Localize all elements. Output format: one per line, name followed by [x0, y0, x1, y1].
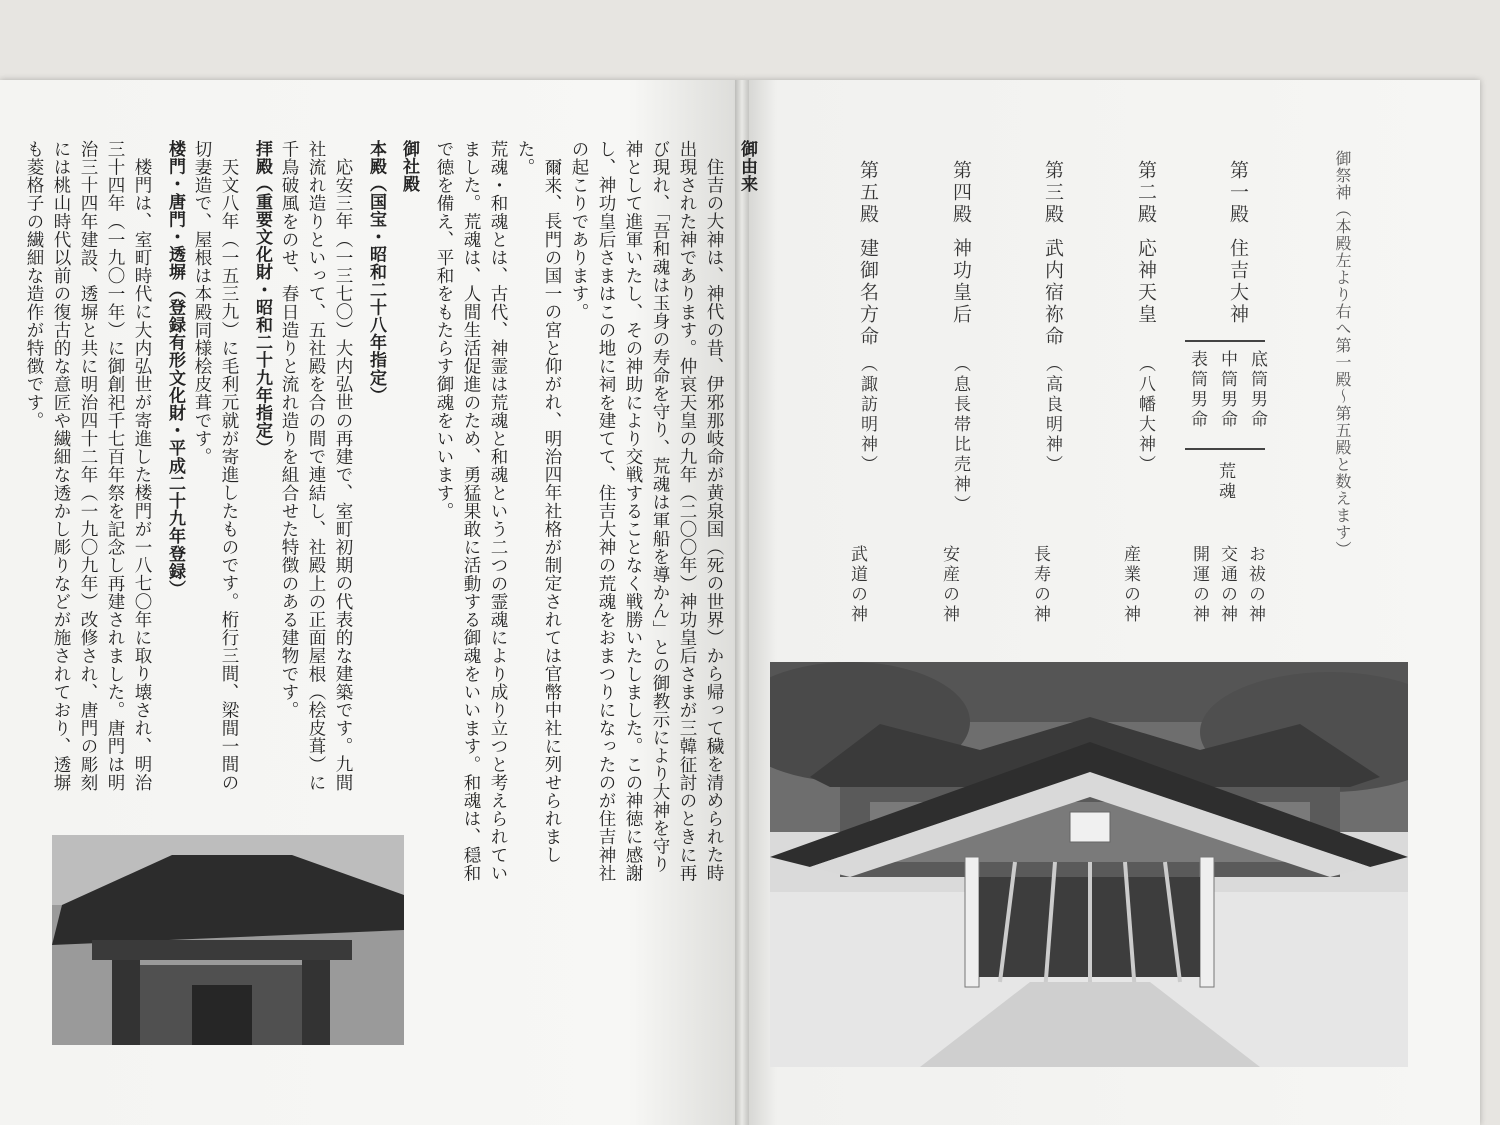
- hall-1-sub-1: 底筒男命: [1247, 350, 1267, 430]
- hall-1-sub-2: 中筒男命: [1217, 350, 1237, 430]
- hall-3-alias: （高良明神）: [1042, 355, 1062, 475]
- hall-1-label: 第一殿: [1227, 160, 1249, 226]
- hall-5-alias: （諏訪明神）: [857, 355, 877, 475]
- gate-illustration: [52, 835, 404, 1045]
- haiden-text: 天文八年（一五三九）に毛利元就が寄進したものです。桁行三間、梁間一間の切妻造で、屋根は本殿同様桧皮葺です。: [192, 140, 239, 791]
- romon-heading: 楼門・唐門・透塀（登録有形文化財・平成二十九年登録）: [165, 140, 185, 598]
- yurai-paragraph-1: 住吉の大神は、神代の昔、伊邪那岐命が黄泉国（死の世界）から帰って穢を清められた時出現された神であります。仲哀天皇の九年（二〇〇年）神功皇后さまが三韓征討のときに再び現れ、「吾和魂は玉身の寿命を守り、荒魂は軍船を導かん」との御教示により大神を守り神として進軍いたし、その神助により交戦することなく戦勝いたしました。この神徳に感謝し、神功皇后さまはこの地に祠を建てて、住吉大神の荒魂をおまつりになったのが住吉神社の起こりであります。: [569, 140, 724, 883]
- hall-5-label: 第五殿: [857, 160, 879, 226]
- hall-1-deity: 住吉大神: [1227, 238, 1249, 326]
- hall-5-deity: 建御名方命: [857, 238, 879, 348]
- yurai-heading: 御由来: [737, 140, 757, 193]
- hall-4-label: 第四殿: [950, 160, 972, 226]
- hall-4-benefit: 安産の神: [939, 545, 959, 625]
- hall-3-label: 第三殿: [1042, 160, 1064, 226]
- romon-gate-photo: [52, 835, 404, 1045]
- yurai-paragraph-3: 荒魂・和魂とは、古代、神霊は荒魂と和魂という二つの霊魂により成り立つと考えられていました。荒魂は、人間生活促進のため、勇猛果敢に活動する御魂をいいます。和魂は、穏和で徳を備え、平和をもたらす御魂をいいます。: [434, 140, 508, 883]
- hall-4-alias: （息長帯比売神）: [950, 355, 970, 515]
- hall-2-deity: 応神天皇: [1135, 238, 1157, 326]
- hall-4-deity: 神功皇后: [950, 238, 972, 326]
- romon-text: 楼門は、室町時代に大内弘世が寄進した楼門が一八七〇年に取り壊され、明治三十四年（一九〇一年）に御創祀千七百年祭を記念し再建されました。唐門は明治三十四年建設、透塀と共に明治四十二年（一九〇九年）改修され、唐門の彫刻には桃山時代以前の復古的な意匠や繊細な透かし彫りなどが施されており、透塀も菱格子の繊細な造作が特徴です。: [24, 140, 152, 792]
- hall-1-bracket-top: [1185, 340, 1265, 342]
- hall-3-benefit: 長寿の神: [1030, 545, 1050, 625]
- deities-header: 御祭神（本殿左より右へ第一殿〜第五殿と数えます）: [1333, 150, 1352, 558]
- shrine-haiden-photo: [770, 662, 1408, 1067]
- hall-2-label: 第二殿: [1135, 160, 1157, 226]
- hall-5-benefit: 武道の神: [847, 545, 867, 625]
- hall-3-deity: 武内宿祢命: [1042, 238, 1064, 348]
- honden-heading: 本殿（国宝・昭和二十八年指定）: [366, 140, 386, 404]
- hall-1-sub-3: 表筒男命: [1187, 350, 1207, 430]
- shaden-section: [20, 140, 422, 800]
- haiden-heading: 拝殿（重要文化財・昭和二十九年指定）: [252, 140, 272, 457]
- yurai-section: [430, 140, 760, 885]
- hall-2-benefit: 産業の神: [1120, 545, 1140, 625]
- yurai-paragraph-2: 爾来、長門の国一の宮と仰がれ、明治四年社格が制定されては官幣中社に列せられました。: [515, 140, 562, 864]
- hall-1-bracket-bottom: [1185, 448, 1265, 450]
- hall-1-benefit: お祓の神 交通の神 開運の神: [1189, 545, 1265, 625]
- hall-1-alias: 荒魂: [1215, 462, 1235, 502]
- hall-2-alias: （八幡大神）: [1135, 355, 1155, 475]
- shrine-illustration: [770, 662, 1408, 1067]
- honden-text: 応安三年（一三七〇）大内弘世の再建で、室町初期の代表的な建築です。九間社流れ造りといって、五社殿を合の間で連結し、社殿上の正面屋根（桧皮葺）に千鳥破風をのせ、春日造りと流れ造りを組合せた特徴のある建物です。: [279, 140, 353, 792]
- shaden-heading: 御社殿: [399, 140, 419, 193]
